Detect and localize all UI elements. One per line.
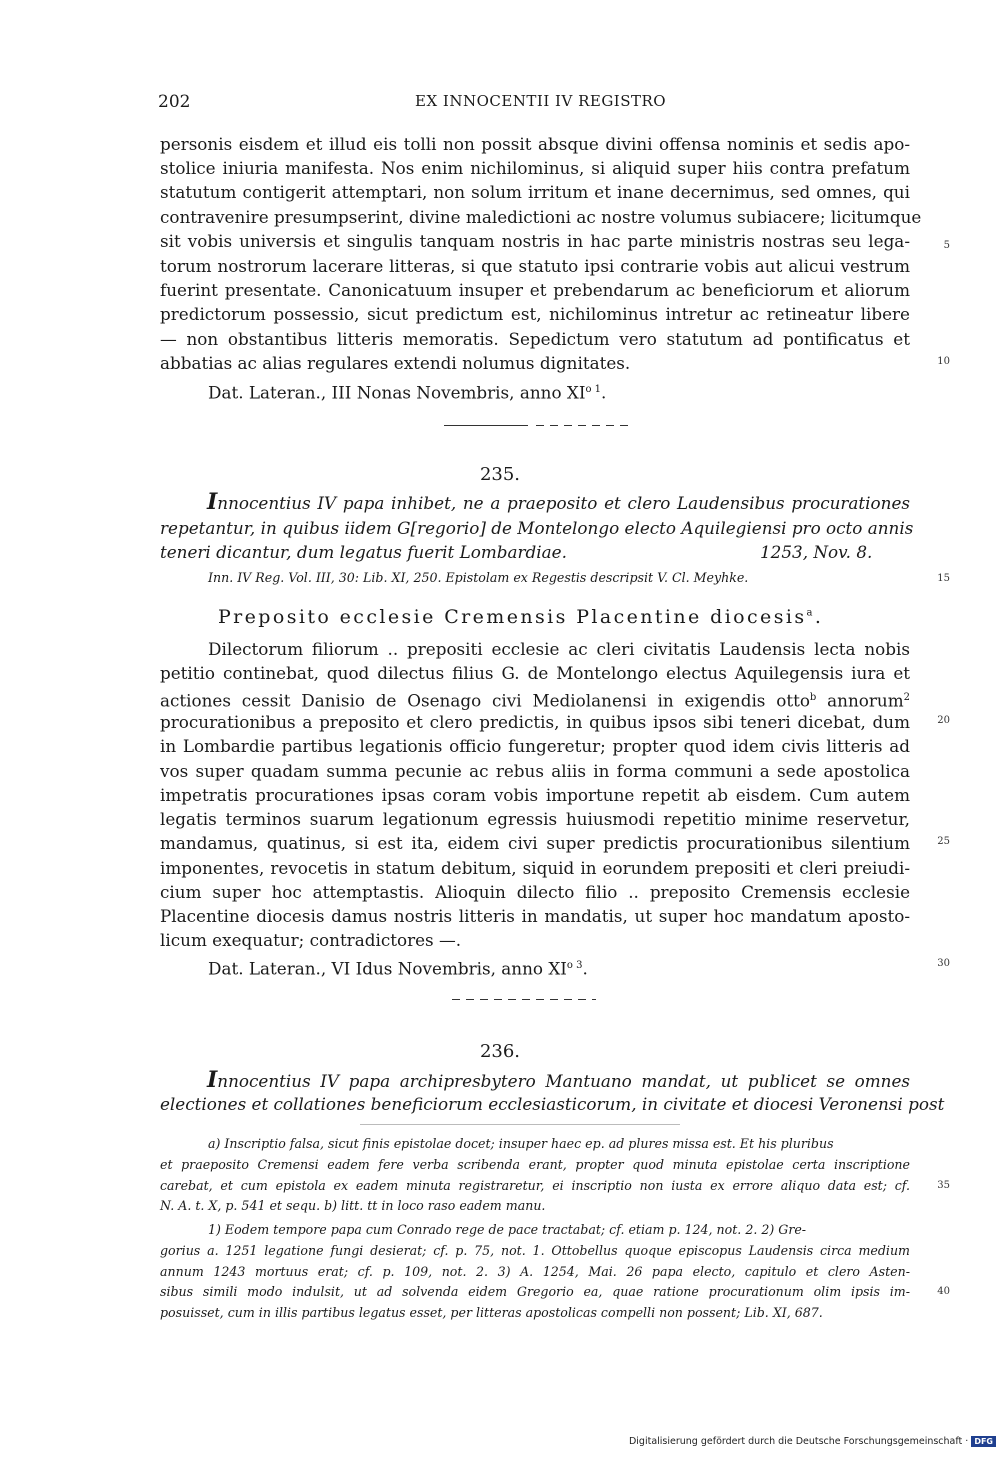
dating-clause: Dat. Lateran., III Nonas Novembris, anno $XI^{o 1}$. (208, 382, 607, 403)
text-line: vos super quadam summa pecunie ac rebus aliis in forma communi a sede apostolica (160, 761, 910, 781)
text-line: Dilectorum filiorum .. prepositi ecclesie ac cleri civitatis Laudensis lecta nobis (208, 639, 910, 659)
page-number: 202 (158, 92, 191, 112)
margin-line-number: 40 (937, 1286, 950, 1297)
dating-clause: Dat. Lateran., VI Idus Novembris, anno $XI^{o 3}$. (208, 958, 588, 979)
footnote-line: annum 1243 mortuus erat; cf. p. 109, not. 2. 3) A. 1254, Mai. 26 papa electo, capitulo et clero Asten- (160, 1264, 910, 1279)
footnote-line: a) Inscriptio falsa, sicut finis epistolae docet; insuper haec ep. ad plures missa est. Et his pluribus (208, 1136, 834, 1151)
text-line: contravenire presumpserint, divine maledictioni ac nostre volumus subiacere; licitumque (160, 207, 922, 227)
footnote-line: et praeposito Cremensi eadem fere verba scribenda erant, propter quod minuta epistolae certa inscriptione (160, 1157, 910, 1172)
footnote-line: gorius a. 1251 legatione fungi desierat; cf. p. 75, not. 1. Ottobellus quoque episcopus Laudensis circa medium (160, 1243, 910, 1258)
text-line: predictorum possessio, sicut predictum est, nichilominus intretur ac retineatur libere (160, 304, 910, 324)
footnote-line: sibus simili modo indulsit, ut ad solvenda eidem Gregorio ea, quae ratione procurationum olim ipsis im- (160, 1284, 910, 1299)
summary-line: Innocentius IV papa archipresbytero Mantuano mandat, ut publicet se omnes (207, 1067, 910, 1093)
text-line: imponentes, revocetis in statum debitum, siquid in eorundem prepositi et cleri preiudi- (160, 858, 910, 878)
summary-line: repetantur, in quibus iidem G[regorio] de Montelongo electo Aquilegiensi pro octo annis (160, 518, 914, 538)
document-date: 1253, Nov. 8. (760, 542, 873, 562)
text-line: statutum contigerit attemptari, non solum irritum et inane decernimus, sed omnes, qui (160, 182, 910, 202)
summary-line: electiones et collationes beneficiorum ecclesiasticorum, in civitate et diocesi Veronensi post (160, 1094, 945, 1114)
text-line: licum exequatur; contradictores —. (160, 930, 462, 950)
margin-line-number: 30 (937, 958, 950, 969)
footnote-line: posuisset, cum in illis partibus legatus esset, per litteras apostolicas compelli non possent; Lib. XI, 687. (160, 1305, 823, 1320)
text-line: torum nostrorum lacerare litteras, si que statuto ipsi contrarie vobis aut alicui vestrum (160, 256, 910, 276)
text-line: abbatias ac alias regulares extendi nolumus dignitates. (160, 353, 631, 373)
text-line: actiones cessit Danisio de Osenago civi Mediolanensi in exigendis otto$^b$ annorum$^2$ (160, 690, 910, 711)
text-line: impetratis procurationes ipsas coram vobis importune repetit ab eisdem. Cum autem (160, 785, 910, 805)
margin-line-number: 10 (937, 356, 950, 367)
text-line: stolice iniuria manifesta. Nos enim nichilominus, si aliquid super hiis contra prefatum (160, 158, 910, 178)
margin-line-number: 35 (937, 1180, 950, 1191)
margin-line-number: 20 (937, 715, 950, 726)
document-number: 235. (479, 464, 521, 485)
separator-rule (360, 1124, 680, 1125)
text-line: personis eisdem et illud eis tolli non possit absque divini offensa nominis et sedis apo- (160, 134, 910, 154)
text-line: mandamus, quatinus, si est ita, eidem civi super predictis procurationibus silentium (160, 833, 910, 853)
text-line: fuerint presentate. Canonicatuum insuper et prebendarum ac beneficiorum et aliorum (160, 280, 910, 300)
text-line: petitio continebat, quod dilectus filius G. de Montelongo electus Aquilegensis iura et (160, 663, 910, 683)
running-title: EX INNOCENTII IV REGISTRO (415, 92, 667, 110)
text-line: cium super hoc attemptastis. Alioquin dilecto filio .. preposito Cremensis ecclesie (160, 882, 910, 902)
text-line: sit vobis universis et singulis tanquam nostris in hac parte ministris nostras seu lega- (160, 231, 910, 251)
text-line: in Lombardie partibus legationis officio fungeretur; propter quod idem civis litteris ad (160, 736, 910, 756)
text-line: Placentine diocesis damus nostris litteris in mandatis, ut super hoc mandatum aposto- (160, 906, 910, 926)
margin-line-number: 15 (937, 573, 950, 584)
address-line: Preposito ecclesie Cremensis Placentine diocesis$^a$. (218, 606, 824, 628)
text-line: — non obstantibus litteris memoratis. Sepedictum vero statutum ad pontificatus et (160, 329, 910, 349)
footnote-line: N. A. t. X, p. 541 et sequ. b) litt. tt in loco raso eadem manu. (160, 1198, 546, 1213)
separator-rule (452, 999, 596, 1000)
document-number: 236. (479, 1041, 521, 1062)
text-line: legatis terminos suarum legationum egressis huiusmodi repetitio minime reservetur, (160, 809, 910, 829)
summary-line: Innocentius IV papa inhibet, ne a praeposito et clero Laudensibus procurationes (207, 489, 910, 515)
funding-footer: Digitalisierung gefördert durch die Deutsche Forschungsgemeinschaft · DFG (629, 1436, 996, 1447)
text-line: procurationibus a preposito et clero predictis, in quibus ipsos sibi teneri dicebat, dum (160, 712, 910, 732)
dfg-logo: DFG (971, 1436, 996, 1447)
separator-rule (536, 425, 628, 426)
footnote-line: carebat, et cum epistola ex eadem minuta registraretur, ei inscriptio non iusta ex errore aliquo data est; cf. (160, 1178, 910, 1193)
summary-line: teneri dicantur, dum legatus fuerit Lombardiae. 1253, Nov. 8. (160, 542, 873, 562)
margin-line-number: 5 (943, 240, 950, 251)
source-reference: Inn. IV Reg. Vol. III, 30: Lib. XI, 250. Epistolam ex Regestis descripsit V. Cl. Meyhke. (208, 570, 749, 585)
separator-rule (444, 425, 528, 426)
margin-line-number: 25 (937, 836, 950, 847)
footnote-line: 1) Eodem tempore papa cum Conrado rege de pace tractabat; cf. etiam p. 124, not. 2. 2) Gre- (208, 1222, 807, 1237)
